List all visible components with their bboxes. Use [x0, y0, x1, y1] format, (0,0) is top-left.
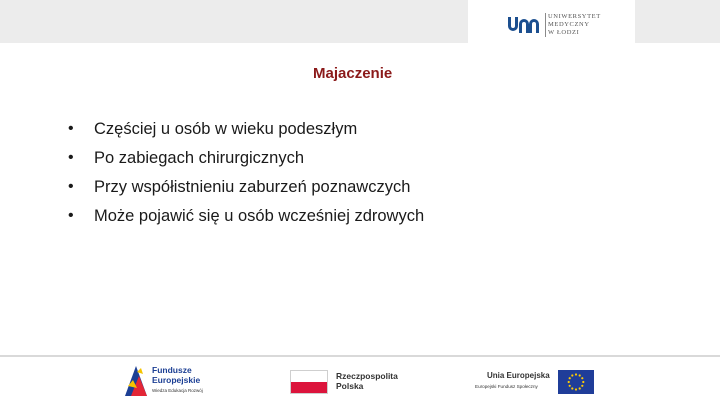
bullet-icon: • — [68, 207, 74, 224]
um-logo-icon — [506, 13, 542, 35]
bullet-text: Po zabiegach chirurgicznych — [94, 149, 305, 167]
european-funds-line-2: Europejskie — [152, 375, 201, 385]
eu-subtitle: Europejski Fundusz Społeczny — [475, 384, 538, 389]
european-funds-line-1: Fundusze — [152, 365, 192, 375]
european-funds-icon — [125, 366, 147, 396]
logo-line-3: W ŁODZI — [548, 29, 580, 36]
bullet-icon: • — [68, 120, 74, 137]
eu-logo — [475, 368, 600, 396]
footer-divider — [0, 355, 720, 357]
logo-divider — [545, 13, 546, 37]
poland-line-1: Rzeczpospolita — [336, 371, 398, 381]
european-funds-title — [152, 365, 200, 385]
eu-flag-icon — [558, 370, 594, 394]
university-logo — [468, 0, 635, 43]
logo-line-1: UNIWERSYTET — [548, 13, 601, 20]
european-funds-logo — [125, 364, 235, 398]
poland-title — [336, 371, 398, 391]
university-name — [548, 13, 601, 37]
slide-title: Majaczenie — [313, 65, 393, 82]
eu-title: Unia Europejska — [487, 371, 550, 380]
header-band-right — [635, 0, 720, 43]
poland-logo — [290, 368, 400, 396]
bullet-icon: • — [68, 149, 74, 166]
poland-line-2: Polska — [336, 381, 364, 391]
poland-flag-icon — [290, 370, 328, 394]
bullet-text: Może pojawić się u osób wcześniej zdrowych — [94, 207, 425, 225]
bullet-icon: • — [68, 178, 74, 195]
bullet-text: Częściej u osób w wieku podeszłym — [94, 120, 358, 138]
logo-line-2: MEDYCZNY — [548, 21, 590, 28]
header-band-left — [0, 0, 468, 43]
bullet-text: Przy współistnieniu zaburzeń poznawczych — [94, 178, 411, 196]
european-funds-subtitle: Wiedza Edukacja Rozwój — [152, 388, 203, 393]
